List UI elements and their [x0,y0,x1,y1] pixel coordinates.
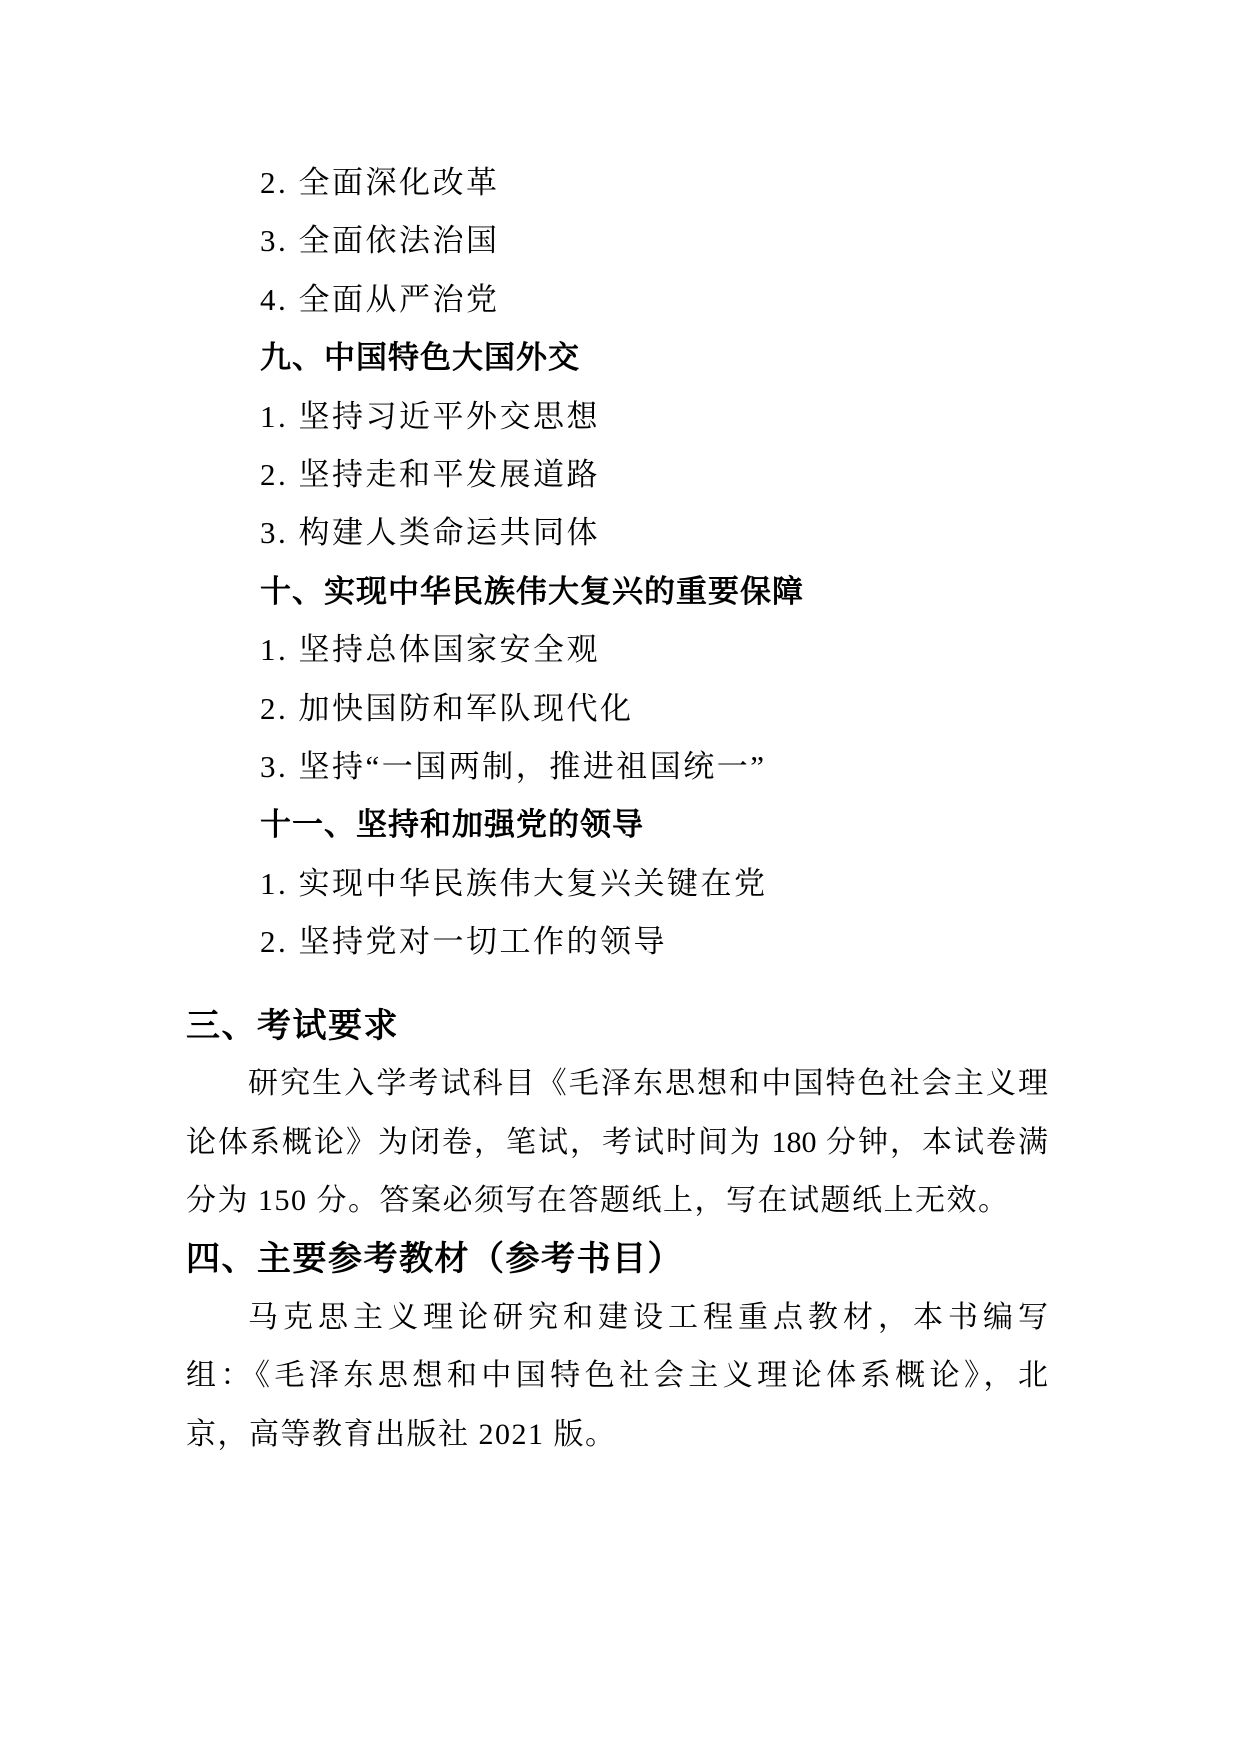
outline-item: 2. 加快国防和军队现代化 [260,690,634,726]
course-outline [260,154,1048,972]
outline-item: 3. 构建人类命运共同体 [260,515,600,551]
reference-materials-line: 京，高等教育出版社 2021 版。 [186,1417,617,1451]
outline-item: 1. 坚持习近平外交思想 [260,398,600,434]
reference-materials-heading: 四、主要参考教材（参考书目） [186,1240,683,1279]
exam-requirements-line: 研究生入学考试科目《毛泽东思想和中国特色社会主义理 [248,1067,1048,1101]
outline-item: 2. 坚持党对一切工作的领导 [260,924,667,960]
exam-requirements-heading: 三、考试要求 [186,1006,399,1045]
outline-section-heading: 十一、坚持和加强党的领导 [260,807,644,843]
page-content [186,154,1048,1464]
section-exam-requirements [186,997,1048,1231]
outline-section-heading: 九、中国特色大国外交 [260,340,580,376]
section-reference-materials [186,1230,1048,1464]
exam-requirements-line: 论体系概论》为闭卷，笔试，考试时间为 180 分钟，本试卷满 [186,1125,1048,1159]
outline-item: 3. 坚持“一国两制，推进祖国统一” [260,749,767,785]
outline-item: 1. 坚持总体国家安全观 [260,632,600,668]
outline-section-heading: 十、实现中华民族伟大复兴的重要保障 [260,573,804,609]
reference-materials-line: 组：《毛泽东思想和中国特色社会主义理论体系概论》，北 [186,1359,1048,1393]
outline-item: 2. 全面深化改革 [260,165,500,200]
reference-materials-line: 马克思主义理论研究和建设工程重点教材，本书编写 [248,1300,1048,1334]
outline-item: 2. 坚持走和平发展道路 [260,457,600,493]
outline-item: 3. 全面依法治国 [260,223,500,259]
outline-item: 4. 全面从严治党 [260,281,500,317]
outline-item: 1. 实现中华民族伟大复兴关键在党 [260,865,768,901]
exam-requirements-line: 分为 150 分。答案必须写在答题纸上，写在试题纸上无效。 [186,1183,1010,1217]
